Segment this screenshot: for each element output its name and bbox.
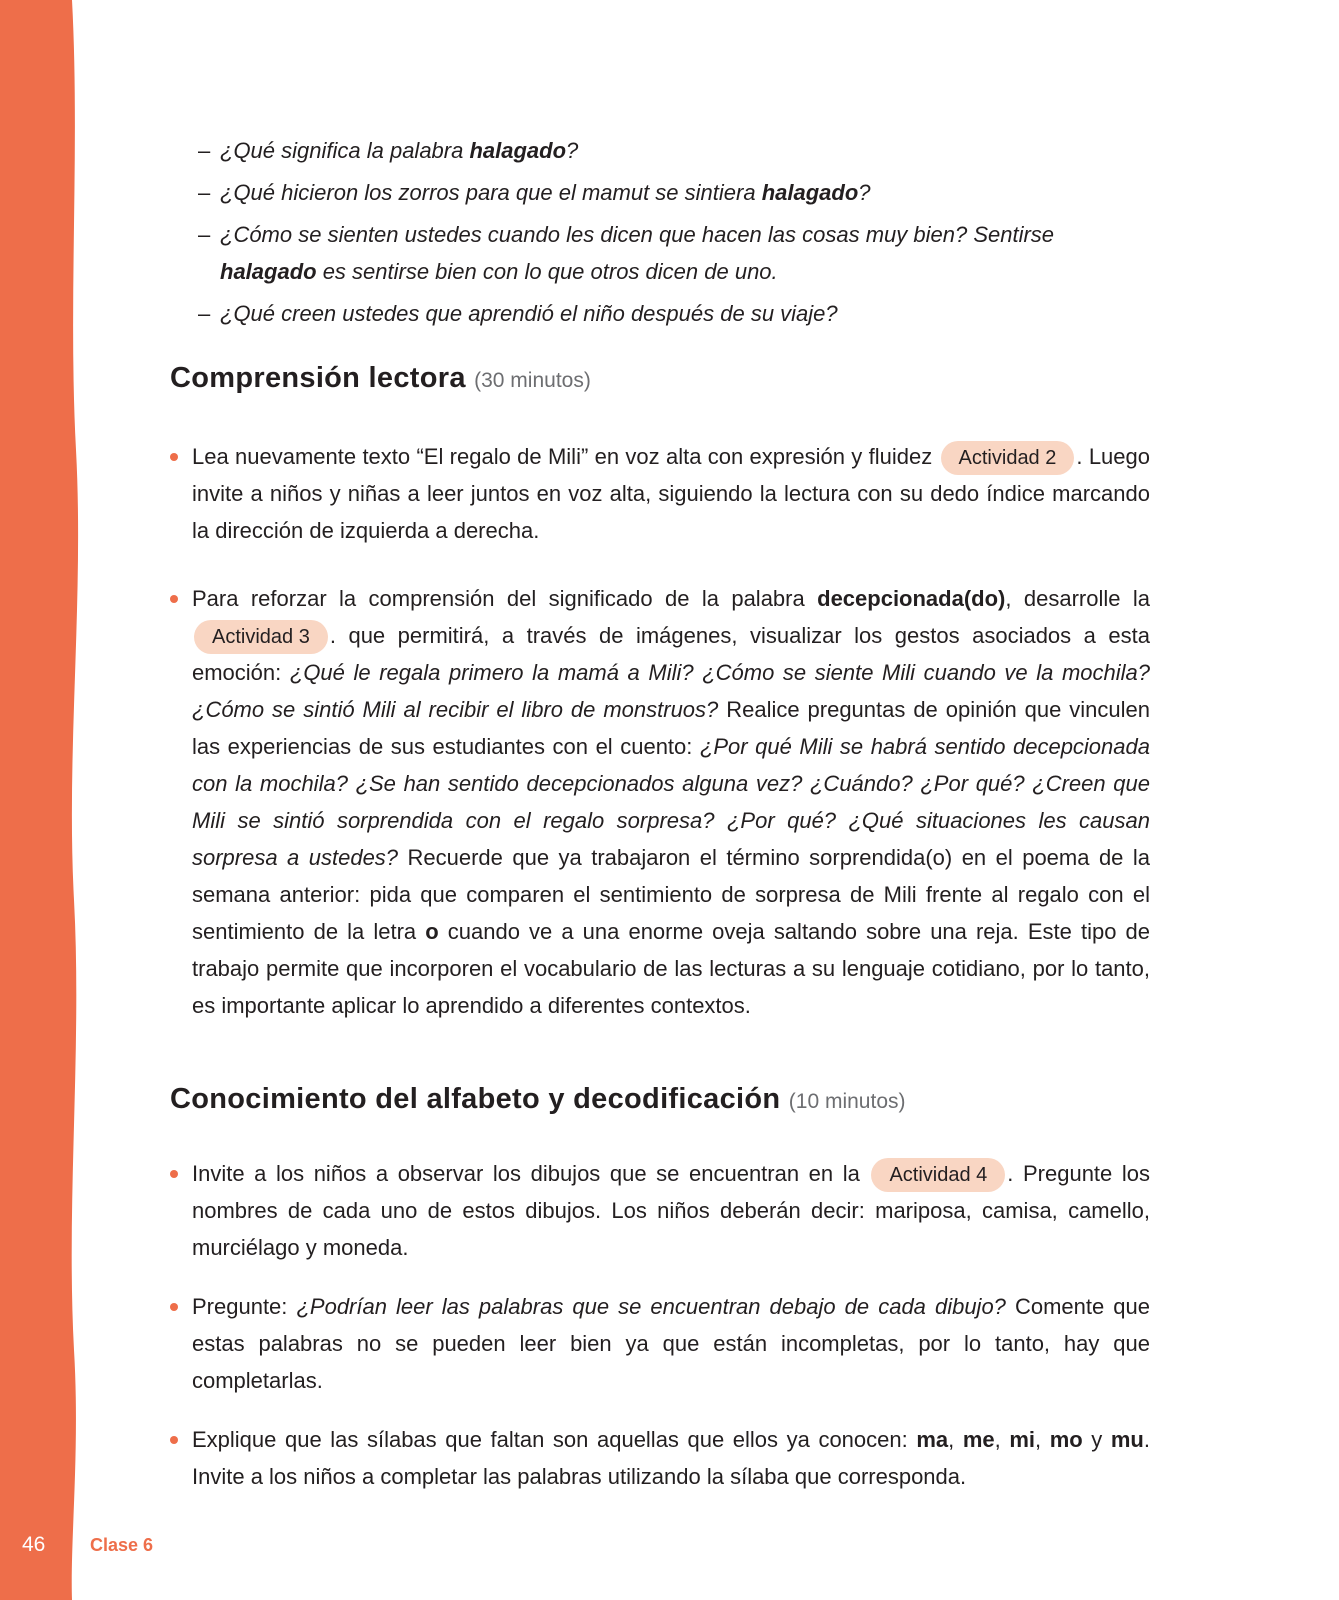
question-item: – ¿Qué significa la palabra halagado? [198,132,1148,169]
activity-3-badge: Actividad 3 [194,620,328,654]
section-title-comprension: Comprensión lectora (30 minutos) [170,362,591,394]
dash-marker: – [198,222,211,247]
question-item: – ¿Cómo se sienten ustedes cuando les dicen que hacen las cosas muy bien? Sentirse halagado es sentirse bien con lo que otros dicen de uno. [198,216,1148,290]
section-duration: (10 minutos) [788,1090,906,1113]
question-item: – ¿Qué hicieron los zorros para que el mamut se sintiera halagado? [198,174,1148,211]
side-band [0,0,90,1600]
section-duration: (30 minutos) [474,369,591,392]
activity-4-badge: Actividad 4 [871,1158,1005,1192]
dash-marker: – [198,138,211,163]
list-item: Invite a los niños a observar los dibujos que se encuentran en la Actividad 4 . Pregunte los nombres de cada uno de estos dibujos. Los niños deberán decir: mariposa, camisa, camello, murciélago y moneda. [170,1155,1150,1266]
page-number: 46 [22,1533,46,1556]
dash-marker: – [198,301,211,326]
list-item: Explique que las sílabas que faltan son aquellas que ellos ya conocen: ma, me, mi, mo y mu. Invite a los niños a completar las palabras utilizando la sílaba que corresponda. [170,1421,1150,1495]
list-item: Para reforzar la comprensión del significado de la palabra decepcionada(do), desarrolle la Actividad 3 . que permitirá, a través de imágenes, visualizar los gestos asociados a esta emoción: ¿Qué le regala primero la mamá a Mili? ¿Cómo se siente Mili cuando ve la mochila? ¿Cómo se sintió Mili al recibir el libro de monstruos? Realice preguntas de opinión que vinculen las experiencias de sus estudiantes con el cuento: ¿Por qué Mili se habrá sentido decepcionada con la mochila? ¿Se han sentido decepcionados alguna vez? ¿Cuándo? ¿Por qué? ¿Creen que Mili se sintió sorprendida con el regalo sorpresa? ¿Por qué? ¿Qué situaciones les causan sorpresa a ustedes? Recuerde que ya trabajaron el término sorprendida(o) en el poema de la semana anterior: pida que comparen el sentimiento de sorpresa de Mili frente al regalo con el sentimiento de la letra o cuando ve a una enorme oveja saltando sobre una reja. Este tipo de trabajo permite que incorporen el vocabulario de las lecturas a su lenguaje cotidiano, por lo tanto, es importante aplicar lo aprendido a diferentes contextos. [170,580,1150,1024]
bullet-dot [170,1303,178,1311]
comprension-bullets [170,438,1150,549]
question-list [198,132,1148,337]
bullet-dot [170,1170,178,1178]
list-item: Pregunte: ¿Podrían leer las palabras que se encuentran debajo de cada dibujo? Comente que estas palabras no se pueden leer bien ya que están incompletas, por lo tanto, hay que completarlas. [170,1288,1150,1399]
question-item: – ¿Qué creen ustedes que aprendió el niño después de su viaje? [198,295,1148,332]
activity-2-badge: Actividad 2 [941,441,1075,475]
list-item: Lea nuevamente texto “El regalo de Mili” en voz alta con expresión y fluidez Actividad 2 . Luego invite a niños y niñas a leer juntos en voz alta, siguiendo la lectura con su dedo índice marcando la dirección de izquierda a derecha. [170,438,1150,549]
comprension-bullets-2 [170,580,1150,1024]
alfabeto-bullets [170,1155,1150,1495]
section-title-alfabeto: Conocimiento del alfabeto y decodificación (10 minutos) [170,1083,906,1115]
class-label: Clase 6 [90,1535,154,1555]
dash-marker: – [198,180,211,205]
bullet-dot [170,595,178,603]
bullet-dot [170,453,178,461]
bullet-dot [170,1436,178,1444]
